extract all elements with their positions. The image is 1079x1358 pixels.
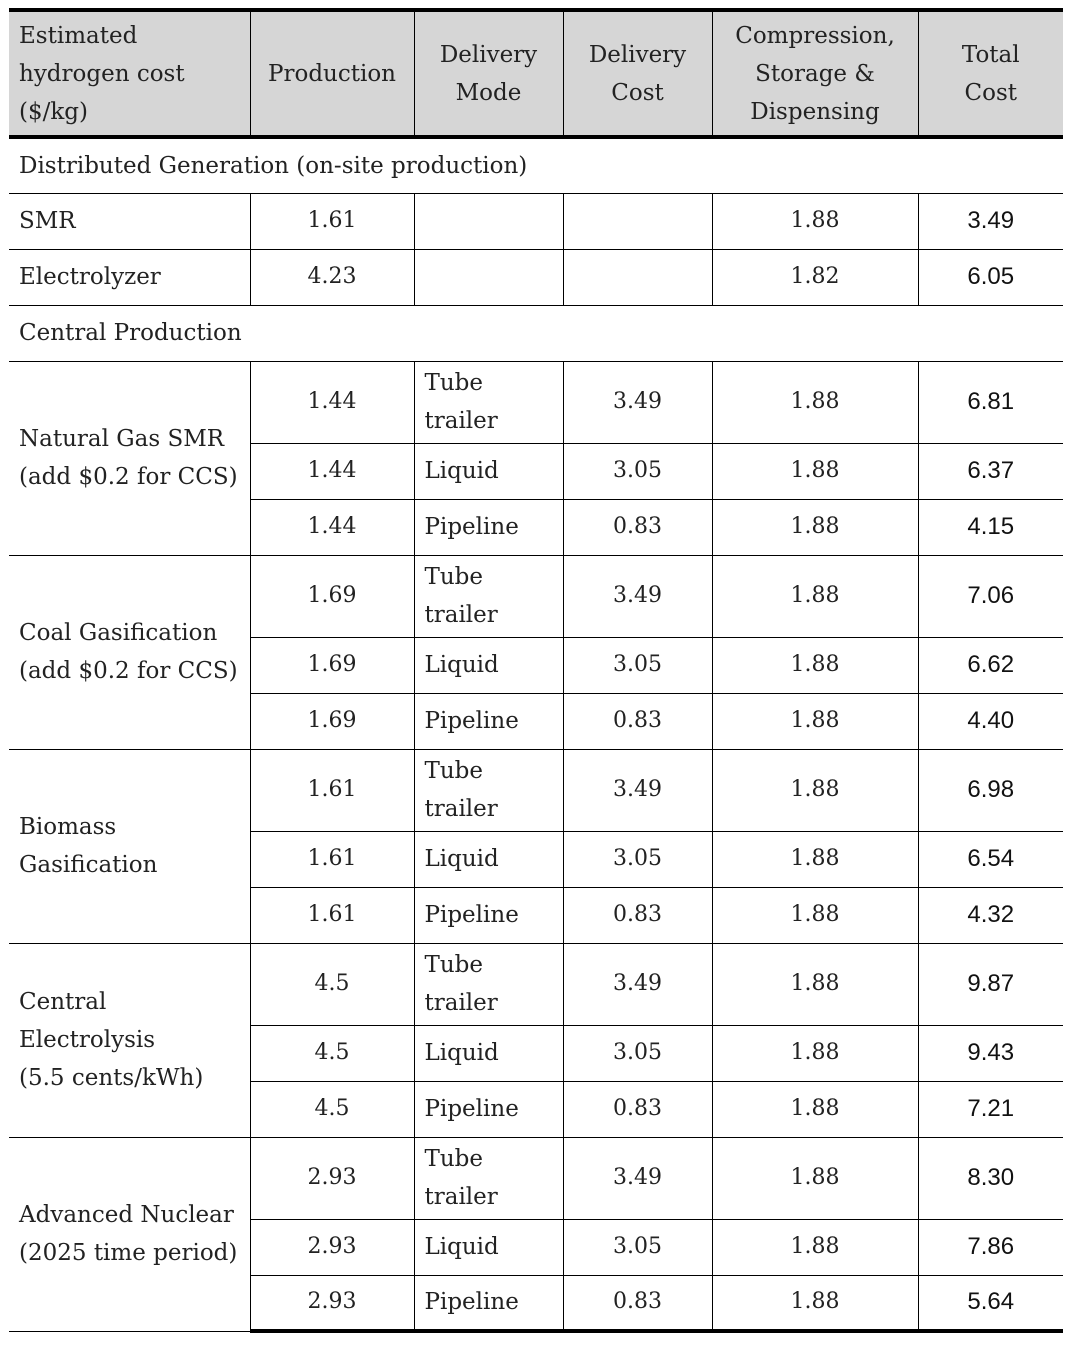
total-cost-cell: 6.98 xyxy=(918,749,1063,831)
header-delivery-mode: Delivery Mode xyxy=(414,10,563,137)
production-cell: 1.69 xyxy=(250,693,414,749)
csd-cell: 1.88 xyxy=(712,499,918,555)
delivery-cost-cell: 3.49 xyxy=(563,1137,712,1219)
total-cost-cell: 4.15 xyxy=(918,499,1063,555)
csd-cell: 1.88 xyxy=(712,1219,918,1275)
csd-cell: 1.88 xyxy=(712,693,918,749)
delivery-cost-cell: 0.83 xyxy=(563,1081,712,1137)
section-title: Distributed Generation (on-site production) xyxy=(9,137,1063,193)
production-cell: 1.44 xyxy=(250,443,414,499)
total-cost-cell: 6.37 xyxy=(918,443,1063,499)
source-cell: Central Electrolysis (5.5 cents/kWh) xyxy=(9,943,250,1137)
production-cell: 2.93 xyxy=(250,1137,414,1219)
csd-cell: 1.88 xyxy=(712,193,918,249)
table-row xyxy=(9,943,1063,1025)
total-cost-cell: 8.30 xyxy=(918,1137,1063,1219)
delivery-mode-cell: Pipeline xyxy=(414,887,563,943)
production-cell: 1.61 xyxy=(250,749,414,831)
hydrogen-cost-table xyxy=(9,8,1063,1333)
csd-cell: 1.88 xyxy=(712,831,918,887)
total-cost-cell: 6.62 xyxy=(918,637,1063,693)
csd-cell: 1.88 xyxy=(712,1081,918,1137)
production-cell: 1.44 xyxy=(250,361,414,443)
delivery-mode-cell: Liquid xyxy=(414,831,563,887)
delivery-mode-cell: Pipeline xyxy=(414,1081,563,1137)
delivery-mode-cell: Liquid xyxy=(414,1219,563,1275)
delivery-cost-cell: 3.05 xyxy=(563,831,712,887)
delivery-cost-cell: 3.49 xyxy=(563,749,712,831)
csd-cell: 1.82 xyxy=(712,249,918,305)
delivery-mode-cell: Tube trailer xyxy=(414,1137,563,1219)
header-row xyxy=(9,10,1063,137)
delivery-mode-cell: Pipeline xyxy=(414,1275,563,1331)
delivery-cost-cell: 3.05 xyxy=(563,1025,712,1081)
source-cell: Biomass Gasification xyxy=(9,749,250,943)
table-row xyxy=(9,361,1063,443)
delivery-mode-cell: Tube trailer xyxy=(414,749,563,831)
section-title: Central Production xyxy=(9,305,1063,361)
table-body xyxy=(9,137,1063,1331)
delivery-mode-cell: Tube trailer xyxy=(414,555,563,637)
header-total-cost: Total Cost xyxy=(918,10,1063,137)
csd-cell: 1.88 xyxy=(712,555,918,637)
delivery-mode-cell: Pipeline xyxy=(414,499,563,555)
delivery-cost-cell: 0.83 xyxy=(563,693,712,749)
production-cell: 4.5 xyxy=(250,1025,414,1081)
csd-cell: 1.88 xyxy=(712,887,918,943)
table-row xyxy=(9,193,1063,249)
production-cell: 1.61 xyxy=(250,831,414,887)
header-estimated-cost: Estimated hydrogen cost ($/kg) xyxy=(9,10,250,137)
production-cell: 2.93 xyxy=(250,1275,414,1331)
production-cell: 1.61 xyxy=(250,887,414,943)
total-cost-cell: 7.06 xyxy=(918,555,1063,637)
delivery-cost-cell: 3.49 xyxy=(563,943,712,1025)
delivery-mode-cell: Pipeline xyxy=(414,693,563,749)
production-cell: 1.44 xyxy=(250,499,414,555)
delivery-cost-cell: 0.83 xyxy=(563,499,712,555)
total-cost-cell: 4.32 xyxy=(918,887,1063,943)
total-cost-cell: 6.81 xyxy=(918,361,1063,443)
table-row xyxy=(9,555,1063,637)
section-row-central xyxy=(9,305,1063,361)
total-cost-cell: 6.54 xyxy=(918,831,1063,887)
table-row xyxy=(9,249,1063,305)
table-header xyxy=(9,10,1063,137)
source-cell: Natural Gas SMR (add $0.2 for CCS) xyxy=(9,361,250,555)
delivery-cost-cell xyxy=(563,249,712,305)
total-cost-cell: 7.21 xyxy=(918,1081,1063,1137)
total-cost-cell: 7.86 xyxy=(918,1219,1063,1275)
source-cell: Coal Gasification (add $0.2 for CCS) xyxy=(9,555,250,749)
source-cell: Electrolyzer xyxy=(9,249,250,305)
delivery-cost-cell: 3.49 xyxy=(563,555,712,637)
delivery-cost-cell: 3.05 xyxy=(563,443,712,499)
csd-cell: 1.88 xyxy=(712,1025,918,1081)
production-cell: 4.5 xyxy=(250,943,414,1025)
delivery-mode-cell: Tube trailer xyxy=(414,943,563,1025)
production-cell: 1.69 xyxy=(250,637,414,693)
delivery-mode-cell: Liquid xyxy=(414,443,563,499)
total-cost-cell: 6.05 xyxy=(918,249,1063,305)
production-cell: 1.61 xyxy=(250,193,414,249)
table-row xyxy=(9,1137,1063,1219)
total-cost-cell: 9.87 xyxy=(918,943,1063,1025)
production-cell: 4.5 xyxy=(250,1081,414,1137)
header-compression-storage-dispensing: Compression, Storage & Dispensing xyxy=(712,10,918,137)
header-production: Production xyxy=(250,10,414,137)
csd-cell: 1.88 xyxy=(712,749,918,831)
header-delivery-cost: Delivery Cost xyxy=(563,10,712,137)
delivery-cost-cell: 3.05 xyxy=(563,1219,712,1275)
csd-cell: 1.88 xyxy=(712,361,918,443)
delivery-cost-cell: 3.05 xyxy=(563,637,712,693)
total-cost-cell: 5.64 xyxy=(918,1275,1063,1331)
source-cell: SMR xyxy=(9,193,250,249)
csd-cell: 1.88 xyxy=(712,1275,918,1331)
delivery-mode-cell: Tube trailer xyxy=(414,361,563,443)
delivery-mode-cell xyxy=(414,193,563,249)
section-row-distributed xyxy=(9,137,1063,193)
delivery-cost-cell xyxy=(563,193,712,249)
delivery-mode-cell: Liquid xyxy=(414,1025,563,1081)
total-cost-cell: 9.43 xyxy=(918,1025,1063,1081)
delivery-cost-cell: 0.83 xyxy=(563,887,712,943)
table-row xyxy=(9,749,1063,831)
csd-cell: 1.88 xyxy=(712,943,918,1025)
total-cost-cell: 4.40 xyxy=(918,693,1063,749)
production-cell: 4.23 xyxy=(250,249,414,305)
csd-cell: 1.88 xyxy=(712,443,918,499)
delivery-cost-cell: 0.83 xyxy=(563,1275,712,1331)
cost-table-container xyxy=(9,8,1063,1333)
csd-cell: 1.88 xyxy=(712,1137,918,1219)
delivery-mode-cell: Liquid xyxy=(414,637,563,693)
source-cell: Advanced Nuclear (2025 time period) xyxy=(9,1137,250,1331)
delivery-cost-cell: 3.49 xyxy=(563,361,712,443)
total-cost-cell: 3.49 xyxy=(918,193,1063,249)
csd-cell: 1.88 xyxy=(712,637,918,693)
production-cell: 2.93 xyxy=(250,1219,414,1275)
production-cell: 1.69 xyxy=(250,555,414,637)
delivery-mode-cell xyxy=(414,249,563,305)
